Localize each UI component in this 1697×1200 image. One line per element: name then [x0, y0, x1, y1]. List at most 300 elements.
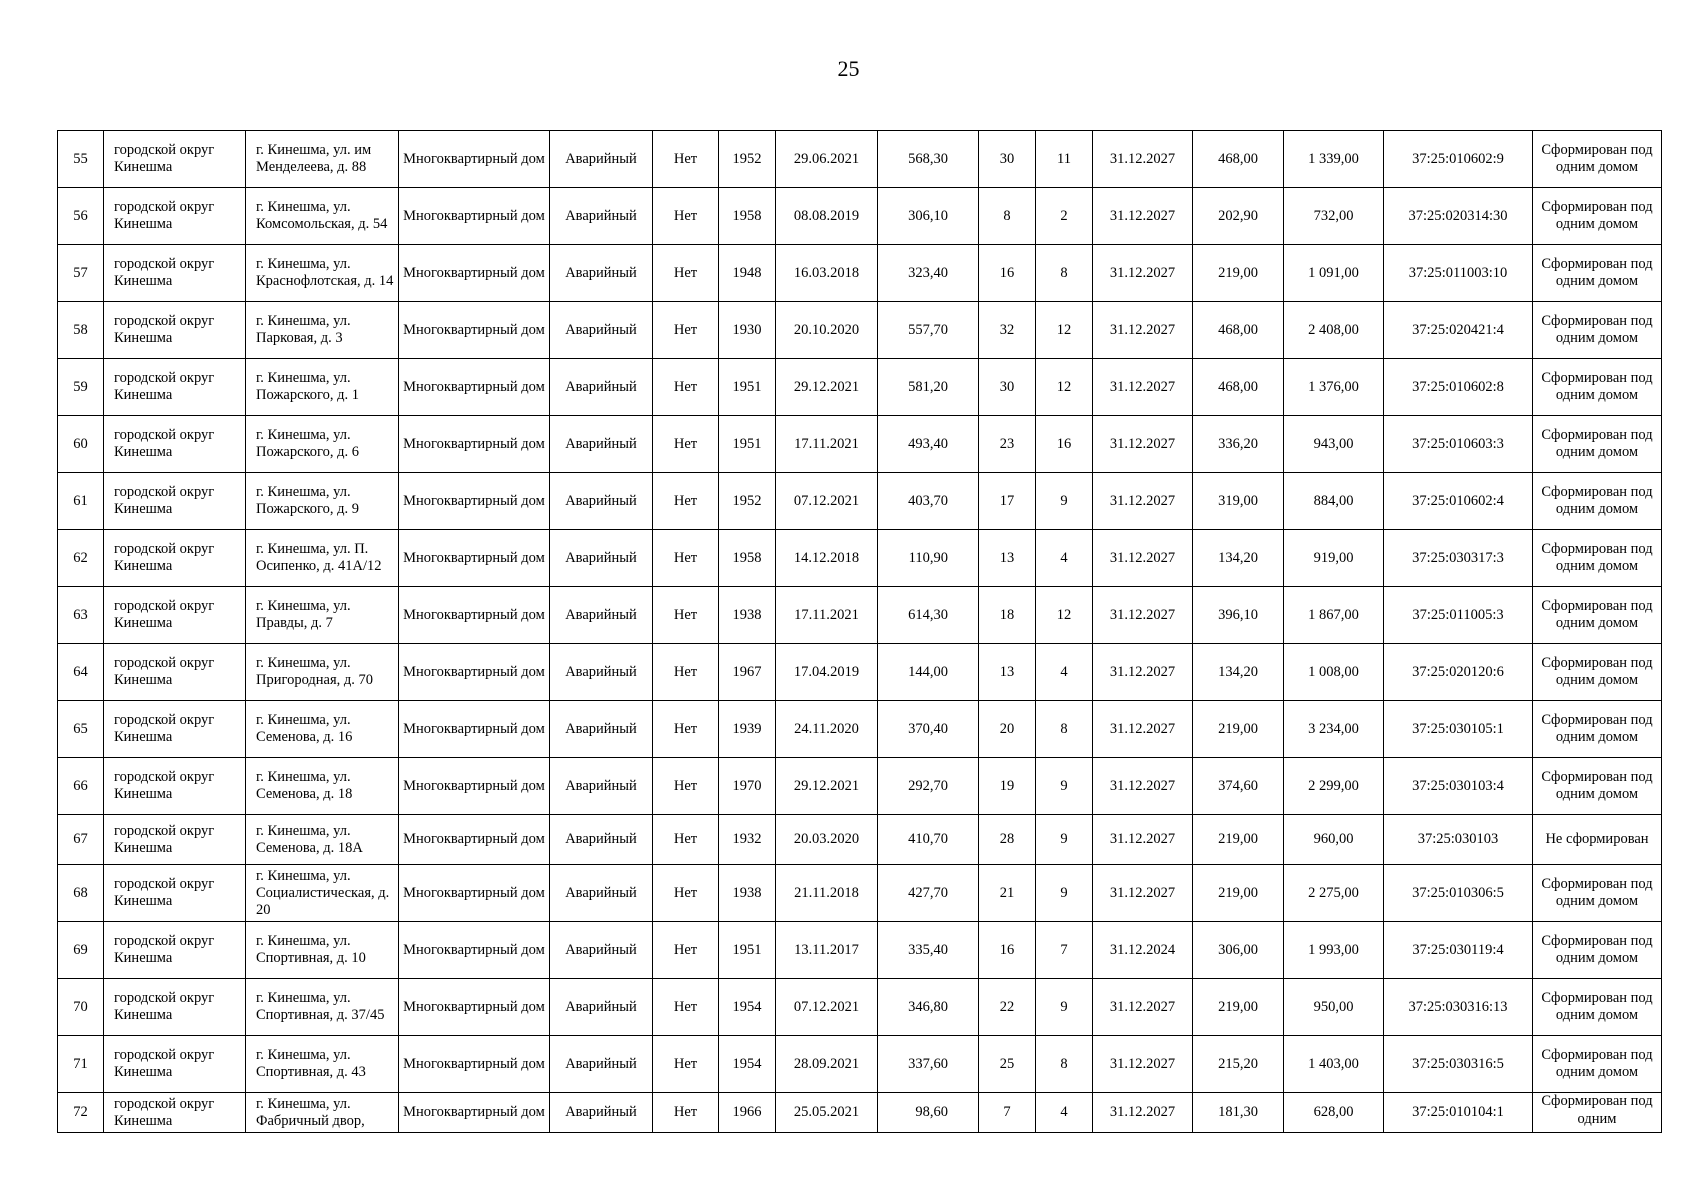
plot-area-cell: 943,00: [1284, 416, 1384, 473]
address-cell: г. Кинешма, ул. Спортивная, д. 43: [246, 1036, 399, 1093]
row-number-cell: 68: [58, 865, 104, 922]
cadastral-number-cell: 37:25:010104:1: [1384, 1093, 1533, 1133]
plot-status-cell: Сформирован под одним домом: [1533, 922, 1662, 979]
deadline-cell: 31.12.2027: [1093, 359, 1193, 416]
building-type-cell: Многоквартирный дом: [399, 302, 550, 359]
plot-status-cell: Сформирован под одним домом: [1533, 302, 1662, 359]
deadline-cell: 31.12.2027: [1093, 979, 1193, 1036]
municipality-cell: городской округ Кинешма: [104, 245, 246, 302]
row-number-cell: 69: [58, 922, 104, 979]
plot-status-cell: Сформирован под одним: [1533, 1093, 1662, 1133]
municipality-cell: городской округ Кинешма: [104, 302, 246, 359]
year-built-cell: 1932: [719, 815, 776, 865]
deadline-cell: 31.12.2027: [1093, 245, 1193, 302]
residents-count-cell: 30: [979, 359, 1036, 416]
total-area-cell: 110,90: [878, 530, 979, 587]
cadastral-number-cell: 37:25:030103:4: [1384, 758, 1533, 815]
condition-cell: Аварийный: [550, 587, 653, 644]
page-number: 25: [837, 56, 860, 81]
units-count-cell: 9: [1036, 865, 1093, 922]
year-built-cell: 1951: [719, 359, 776, 416]
residents-count-cell: 25: [979, 1036, 1036, 1093]
total-area-cell: 335,40: [878, 922, 979, 979]
condition-cell: Аварийный: [550, 865, 653, 922]
municipality-cell: городской округ Кинешма: [104, 758, 246, 815]
units-count-cell: 2: [1036, 188, 1093, 245]
plot-status-cell: Сформирован под одним домом: [1533, 701, 1662, 758]
cadastral-number-cell: 37:25:030119:4: [1384, 922, 1533, 979]
plot-area-cell: 1 993,00: [1284, 922, 1384, 979]
area-value-cell: 181,30: [1193, 1093, 1284, 1133]
deadline-cell: 31.12.2027: [1093, 1093, 1193, 1133]
row-number-cell: 72: [58, 1093, 104, 1133]
plot-status-cell: Сформирован под одним домом: [1533, 587, 1662, 644]
recognition-date-cell: 20.03.2020: [776, 815, 878, 865]
condition-cell: Аварийный: [550, 416, 653, 473]
plot-area-cell: 1 376,00: [1284, 359, 1384, 416]
units-count-cell: 12: [1036, 587, 1093, 644]
recognition-date-cell: 17.11.2021: [776, 587, 878, 644]
flag-cell: Нет: [653, 1036, 719, 1093]
flag-cell: Нет: [653, 701, 719, 758]
deadline-cell: 31.12.2027: [1093, 644, 1193, 701]
area-value-cell: 134,20: [1193, 530, 1284, 587]
area-value-cell: 468,00: [1193, 131, 1284, 188]
condition-cell: Аварийный: [550, 473, 653, 530]
deadline-cell: 31.12.2027: [1093, 131, 1193, 188]
address-cell: г. Кинешма, ул. Пожарского, д. 6: [246, 416, 399, 473]
municipality-cell: городской округ Кинешма: [104, 922, 246, 979]
condition-cell: Аварийный: [550, 1036, 653, 1093]
condition-cell: Аварийный: [550, 188, 653, 245]
flag-cell: Нет: [653, 815, 719, 865]
plot-status-cell: Сформирован под одним домом: [1533, 644, 1662, 701]
residents-count-cell: 7: [979, 1093, 1036, 1133]
recognition-date-cell: 29.06.2021: [776, 131, 878, 188]
building-type-cell: Многоквартирный дом: [399, 245, 550, 302]
year-built-cell: 1970: [719, 758, 776, 815]
table-row: [58, 979, 1662, 1036]
condition-cell: Аварийный: [550, 758, 653, 815]
year-built-cell: 1966: [719, 1093, 776, 1133]
plot-status-cell: Сформирован под одним домом: [1533, 359, 1662, 416]
plot-status-cell: Сформирован под одним домом: [1533, 865, 1662, 922]
year-built-cell: 1952: [719, 473, 776, 530]
table-row: [58, 644, 1662, 701]
area-value-cell: 374,60: [1193, 758, 1284, 815]
area-value-cell: 215,20: [1193, 1036, 1284, 1093]
flag-cell: Нет: [653, 131, 719, 188]
row-number-cell: 61: [58, 473, 104, 530]
building-type-cell: Многоквартирный дом: [399, 1036, 550, 1093]
municipality-cell: городской округ Кинешма: [104, 979, 246, 1036]
residents-count-cell: 22: [979, 979, 1036, 1036]
flag-cell: Нет: [653, 359, 719, 416]
municipality-cell: городской округ Кинешма: [104, 865, 246, 922]
building-type-cell: Многоквартирный дом: [399, 979, 550, 1036]
total-area-cell: 346,80: [878, 979, 979, 1036]
housing-registry-table: [57, 130, 1662, 1133]
condition-cell: Аварийный: [550, 979, 653, 1036]
condition-cell: Аварийный: [550, 815, 653, 865]
units-count-cell: 12: [1036, 302, 1093, 359]
condition-cell: Аварийный: [550, 245, 653, 302]
recognition-date-cell: 25.05.2021: [776, 1093, 878, 1133]
building-type-cell: Многоквартирный дом: [399, 644, 550, 701]
units-count-cell: 9: [1036, 758, 1093, 815]
plot-area-cell: 919,00: [1284, 530, 1384, 587]
recognition-date-cell: 16.03.2018: [776, 245, 878, 302]
row-number-cell: 71: [58, 1036, 104, 1093]
recognition-date-cell: 17.11.2021: [776, 416, 878, 473]
row-number-cell: 64: [58, 644, 104, 701]
recognition-date-cell: 29.12.2021: [776, 359, 878, 416]
municipality-cell: городской округ Кинешма: [104, 131, 246, 188]
cadastral-number-cell: 37:25:030316:5: [1384, 1036, 1533, 1093]
units-count-cell: 9: [1036, 473, 1093, 530]
year-built-cell: 1958: [719, 530, 776, 587]
flag-cell: Нет: [653, 922, 719, 979]
area-value-cell: 219,00: [1193, 865, 1284, 922]
plot-status-cell: Сформирован под одним домом: [1533, 131, 1662, 188]
table-row: [58, 359, 1662, 416]
year-built-cell: 1952: [719, 131, 776, 188]
address-cell: г. Кинешма, ул. Семенова, д. 18А: [246, 815, 399, 865]
units-count-cell: 7: [1036, 922, 1093, 979]
row-number-cell: 70: [58, 979, 104, 1036]
deadline-cell: 31.12.2027: [1093, 701, 1193, 758]
units-count-cell: 11: [1036, 131, 1093, 188]
area-value-cell: 219,00: [1193, 979, 1284, 1036]
plot-status-cell: Сформирован под одним домом: [1533, 416, 1662, 473]
table-row: [58, 416, 1662, 473]
plot-area-cell: 1 091,00: [1284, 245, 1384, 302]
municipality-cell: городской округ Кинешма: [104, 473, 246, 530]
row-number-cell: 66: [58, 758, 104, 815]
plot-status-cell: Сформирован под одним домом: [1533, 1036, 1662, 1093]
total-area-cell: 323,40: [878, 245, 979, 302]
municipality-cell: городской округ Кинешма: [104, 1036, 246, 1093]
cadastral-number-cell: 37:25:020314:30: [1384, 188, 1533, 245]
recognition-date-cell: 14.12.2018: [776, 530, 878, 587]
area-value-cell: 468,00: [1193, 359, 1284, 416]
year-built-cell: 1930: [719, 302, 776, 359]
area-value-cell: 219,00: [1193, 245, 1284, 302]
address-cell: г. Кинешма, ул. Комсомольская, д. 54: [246, 188, 399, 245]
units-count-cell: 9: [1036, 979, 1093, 1036]
recognition-date-cell: 28.09.2021: [776, 1036, 878, 1093]
total-area-cell: 144,00: [878, 644, 979, 701]
address-cell: г. Кинешма, ул. Семенова, д. 16: [246, 701, 399, 758]
plot-area-cell: 3 234,00: [1284, 701, 1384, 758]
building-type-cell: Многоквартирный дом: [399, 131, 550, 188]
plot-area-cell: 2 408,00: [1284, 302, 1384, 359]
units-count-cell: 12: [1036, 359, 1093, 416]
flag-cell: Нет: [653, 530, 719, 587]
year-built-cell: 1951: [719, 922, 776, 979]
condition-cell: Аварийный: [550, 644, 653, 701]
residents-count-cell: 13: [979, 644, 1036, 701]
cadastral-number-cell: 37:25:030103: [1384, 815, 1533, 865]
address-cell: г. Кинешма, ул. Пожарского, д. 9: [246, 473, 399, 530]
cadastral-number-cell: 37:25:010603:3: [1384, 416, 1533, 473]
deadline-cell: 31.12.2027: [1093, 587, 1193, 644]
total-area-cell: 427,70: [878, 865, 979, 922]
row-number-cell: 59: [58, 359, 104, 416]
table-body: [58, 131, 1662, 1133]
condition-cell: Аварийный: [550, 701, 653, 758]
residents-count-cell: 13: [979, 530, 1036, 587]
area-value-cell: 202,90: [1193, 188, 1284, 245]
recognition-date-cell: 08.08.2019: [776, 188, 878, 245]
residents-count-cell: 17: [979, 473, 1036, 530]
flag-cell: Нет: [653, 979, 719, 1036]
table-row: [58, 188, 1662, 245]
recognition-date-cell: 07.12.2021: [776, 979, 878, 1036]
deadline-cell: 31.12.2024: [1093, 922, 1193, 979]
flag-cell: Нет: [653, 758, 719, 815]
row-number-cell: 67: [58, 815, 104, 865]
cadastral-number-cell: 37:25:030105:1: [1384, 701, 1533, 758]
plot-status-cell: Сформирован под одним домом: [1533, 473, 1662, 530]
address-cell: г. Кинешма, ул. Семенова, д. 18: [246, 758, 399, 815]
building-type-cell: Многоквартирный дом: [399, 1093, 550, 1133]
address-cell: г. Кинешма, ул. Правды, д. 7: [246, 587, 399, 644]
plot-status-cell: Сформирован под одним домом: [1533, 245, 1662, 302]
municipality-cell: городской округ Кинешма: [104, 587, 246, 644]
recognition-date-cell: 29.12.2021: [776, 758, 878, 815]
plot-area-cell: 950,00: [1284, 979, 1384, 1036]
residents-count-cell: 32: [979, 302, 1036, 359]
units-count-cell: 4: [1036, 1093, 1093, 1133]
total-area-cell: 292,70: [878, 758, 979, 815]
plot-status-cell: Сформирован под одним домом: [1533, 979, 1662, 1036]
building-type-cell: Многоквартирный дом: [399, 416, 550, 473]
municipality-cell: городской округ Кинешма: [104, 530, 246, 587]
municipality-cell: городской округ Кинешма: [104, 359, 246, 416]
table-row: [58, 587, 1662, 644]
residents-count-cell: 21: [979, 865, 1036, 922]
row-number-cell: 56: [58, 188, 104, 245]
plot-status-cell: Не сформирован: [1533, 815, 1662, 865]
year-built-cell: 1938: [719, 587, 776, 644]
building-type-cell: Многоквартирный дом: [399, 530, 550, 587]
flag-cell: Нет: [653, 1093, 719, 1133]
condition-cell: Аварийный: [550, 922, 653, 979]
units-count-cell: 4: [1036, 644, 1093, 701]
municipality-cell: городской округ Кинешма: [104, 416, 246, 473]
address-cell: г. Кинешма, ул. Пригородная, д. 70: [246, 644, 399, 701]
deadline-cell: 31.12.2027: [1093, 188, 1193, 245]
address-cell: г. Кинешма, ул. Пожарского, д. 1: [246, 359, 399, 416]
building-type-cell: Многоквартирный дом: [399, 922, 550, 979]
condition-cell: Аварийный: [550, 530, 653, 587]
table-row: [58, 473, 1662, 530]
row-number-cell: 60: [58, 416, 104, 473]
municipality-cell: городской округ Кинешма: [104, 1093, 246, 1133]
year-built-cell: 1954: [719, 1036, 776, 1093]
table-row: [58, 758, 1662, 815]
year-built-cell: 1951: [719, 416, 776, 473]
plot-area-cell: 1 403,00: [1284, 1036, 1384, 1093]
cadastral-number-cell: 37:25:010602:9: [1384, 131, 1533, 188]
recognition-date-cell: 07.12.2021: [776, 473, 878, 530]
total-area-cell: 410,70: [878, 815, 979, 865]
row-number-cell: 65: [58, 701, 104, 758]
cadastral-number-cell: 37:25:010602:8: [1384, 359, 1533, 416]
total-area-cell: 337,60: [878, 1036, 979, 1093]
units-count-cell: 9: [1036, 815, 1093, 865]
cadastral-number-cell: 37:25:011005:3: [1384, 587, 1533, 644]
table-row: [58, 815, 1662, 865]
residents-count-cell: 16: [979, 922, 1036, 979]
row-number-cell: 63: [58, 587, 104, 644]
residents-count-cell: 23: [979, 416, 1036, 473]
year-built-cell: 1954: [719, 979, 776, 1036]
plot-status-cell: Сформирован под одним домом: [1533, 530, 1662, 587]
building-type-cell: Многоквартирный дом: [399, 188, 550, 245]
condition-cell: Аварийный: [550, 1093, 653, 1133]
condition-cell: Аварийный: [550, 302, 653, 359]
building-type-cell: Многоквартирный дом: [399, 473, 550, 530]
address-cell: г. Кинешма, ул. Спортивная, д. 37/45: [246, 979, 399, 1036]
area-value-cell: 396,10: [1193, 587, 1284, 644]
address-cell: г. Кинешма, ул. П. Осипенко, д. 41А/12: [246, 530, 399, 587]
building-type-cell: Многоквартирный дом: [399, 701, 550, 758]
condition-cell: Аварийный: [550, 131, 653, 188]
residents-count-cell: 30: [979, 131, 1036, 188]
cadastral-number-cell: 37:25:010602:4: [1384, 473, 1533, 530]
recognition-date-cell: 21.11.2018: [776, 865, 878, 922]
plot-area-cell: 628,00: [1284, 1093, 1384, 1133]
residents-count-cell: 19: [979, 758, 1036, 815]
plot-area-cell: 732,00: [1284, 188, 1384, 245]
residents-count-cell: 20: [979, 701, 1036, 758]
year-built-cell: 1948: [719, 245, 776, 302]
residents-count-cell: 18: [979, 587, 1036, 644]
recognition-date-cell: 13.11.2017: [776, 922, 878, 979]
table-row: [58, 1036, 1662, 1093]
cadastral-number-cell: 37:25:011003:10: [1384, 245, 1533, 302]
plot-area-cell: 2 299,00: [1284, 758, 1384, 815]
units-count-cell: 4: [1036, 530, 1093, 587]
total-area-cell: 614,30: [878, 587, 979, 644]
flag-cell: Нет: [653, 644, 719, 701]
plot-area-cell: 884,00: [1284, 473, 1384, 530]
total-area-cell: 557,70: [878, 302, 979, 359]
units-count-cell: 8: [1036, 701, 1093, 758]
area-value-cell: 468,00: [1193, 302, 1284, 359]
deadline-cell: 31.12.2027: [1093, 302, 1193, 359]
address-cell: г. Кинешма, ул. им Менделеева, д. 88: [246, 131, 399, 188]
plot-area-cell: 1 867,00: [1284, 587, 1384, 644]
table-row: [58, 245, 1662, 302]
recognition-date-cell: 24.11.2020: [776, 701, 878, 758]
area-value-cell: 306,00: [1193, 922, 1284, 979]
flag-cell: Нет: [653, 245, 719, 302]
row-number-cell: 62: [58, 530, 104, 587]
plot-area-cell: 2 275,00: [1284, 865, 1384, 922]
table-row: [58, 701, 1662, 758]
total-area-cell: 581,20: [878, 359, 979, 416]
table-row: [58, 865, 1662, 922]
address-cell: г. Кинешма, ул. Фабричный двор,: [246, 1093, 399, 1133]
deadline-cell: 31.12.2027: [1093, 865, 1193, 922]
flag-cell: Нет: [653, 473, 719, 530]
units-count-cell: 8: [1036, 245, 1093, 302]
plot-area-cell: 960,00: [1284, 815, 1384, 865]
condition-cell: Аварийный: [550, 359, 653, 416]
deadline-cell: 31.12.2027: [1093, 473, 1193, 530]
building-type-cell: Многоквартирный дом: [399, 815, 550, 865]
municipality-cell: городской округ Кинешма: [104, 815, 246, 865]
municipality-cell: городской округ Кинешма: [104, 701, 246, 758]
table-row: [58, 131, 1662, 188]
residents-count-cell: 8: [979, 188, 1036, 245]
area-value-cell: 219,00: [1193, 815, 1284, 865]
table-row: [58, 1093, 1662, 1133]
address-cell: г. Кинешма, ул. Спортивная, д. 10: [246, 922, 399, 979]
cadastral-number-cell: 37:25:010306:5: [1384, 865, 1533, 922]
flag-cell: Нет: [653, 302, 719, 359]
units-count-cell: 8: [1036, 1036, 1093, 1093]
total-area-cell: 568,30: [878, 131, 979, 188]
total-area-cell: 403,70: [878, 473, 979, 530]
row-number-cell: 55: [58, 131, 104, 188]
total-area-cell: 370,40: [878, 701, 979, 758]
cadastral-number-cell: 37:25:030317:3: [1384, 530, 1533, 587]
building-type-cell: Многоквартирный дом: [399, 758, 550, 815]
residents-count-cell: 28: [979, 815, 1036, 865]
deadline-cell: 31.12.2027: [1093, 530, 1193, 587]
municipality-cell: городской округ Кинешма: [104, 644, 246, 701]
address-cell: г. Кинешма, ул. Парковая, д. 3: [246, 302, 399, 359]
municipality-cell: городской округ Кинешма: [104, 188, 246, 245]
table-row: [58, 302, 1662, 359]
address-cell: г. Кинешма, ул. Социалистическая, д. 20: [246, 865, 399, 922]
year-built-cell: 1967: [719, 644, 776, 701]
recognition-date-cell: 17.04.2019: [776, 644, 878, 701]
flag-cell: Нет: [653, 865, 719, 922]
area-value-cell: 134,20: [1193, 644, 1284, 701]
address-cell: г. Кинешма, ул. Краснофлотская, д. 14: [246, 245, 399, 302]
deadline-cell: 31.12.2027: [1093, 758, 1193, 815]
plot-area-cell: 1 339,00: [1284, 131, 1384, 188]
table-row: [58, 922, 1662, 979]
units-count-cell: 16: [1036, 416, 1093, 473]
deadline-cell: 31.12.2027: [1093, 416, 1193, 473]
residents-count-cell: 16: [979, 245, 1036, 302]
area-value-cell: 219,00: [1193, 701, 1284, 758]
deadline-cell: 31.12.2027: [1093, 815, 1193, 865]
area-value-cell: 336,20: [1193, 416, 1284, 473]
flag-cell: Нет: [653, 587, 719, 644]
total-area-cell: 98,60: [878, 1093, 979, 1133]
table-row: [58, 530, 1662, 587]
row-number-cell: 57: [58, 245, 104, 302]
flag-cell: Нет: [653, 188, 719, 245]
cadastral-number-cell: 37:25:020421:4: [1384, 302, 1533, 359]
area-value-cell: 319,00: [1193, 473, 1284, 530]
recognition-date-cell: 20.10.2020: [776, 302, 878, 359]
total-area-cell: 306,10: [878, 188, 979, 245]
total-area-cell: 493,40: [878, 416, 979, 473]
building-type-cell: Многоквартирный дом: [399, 865, 550, 922]
building-type-cell: Многоквартирный дом: [399, 359, 550, 416]
year-built-cell: 1958: [719, 188, 776, 245]
cadastral-number-cell: 37:25:020120:6: [1384, 644, 1533, 701]
deadline-cell: 31.12.2027: [1093, 1036, 1193, 1093]
